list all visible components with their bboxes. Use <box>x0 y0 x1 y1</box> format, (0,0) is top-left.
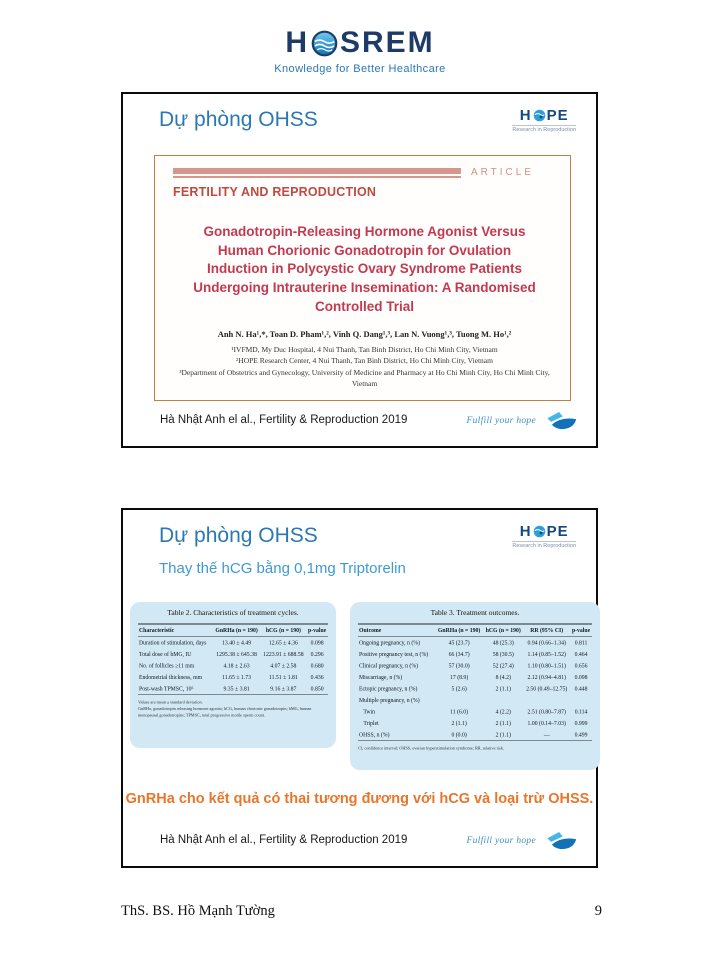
table-cell: 2 (1.1) <box>495 685 511 692</box>
table-cell: 2 (1.1) <box>483 729 523 741</box>
fulfill-tagline: Fulfill your hope <box>466 416 536 426</box>
table-cell: 0.656 <box>574 662 588 669</box>
hope-letters-pre: H <box>519 523 532 540</box>
fulfill-tagline: Fulfill your hope <box>466 836 536 846</box>
article-accent-bar <box>173 168 461 178</box>
table-cell: 0 (0.0) <box>435 729 483 741</box>
table-cell: Positive pregnancy test, n (%) <box>359 651 429 658</box>
table-cell: OHSS, n (%) <box>358 729 435 741</box>
table-row <box>358 637 592 649</box>
hope-tagline: Research in Reproduction <box>512 127 576 133</box>
table-row <box>358 729 592 741</box>
table-cell: — <box>523 729 570 741</box>
table-row <box>358 660 592 672</box>
affiliation-3: ³Department of Obstetrics and Gynecology, University of Medicine and Pharmacy at Ho Chi Minh City, Ho Chi Minh City, Vietnam <box>179 367 550 388</box>
slide1-title: Dự phòng OHSS <box>159 108 318 131</box>
column-header: p-value <box>570 624 592 637</box>
hope-logo <box>512 523 576 549</box>
hope-globe-icon <box>533 109 546 122</box>
hope-letters-post: PE <box>546 107 569 124</box>
hope-letters-pre: H <box>519 107 532 124</box>
affiliation-2: ²HOPE Research Center, 4 Nui Thanh, Tan Binh District, Ho Chi Minh City, Vietnam <box>236 356 493 366</box>
table-cell: 0.94 (0.66–1.34) <box>527 639 566 646</box>
fulfill-leaf-icon <box>542 830 578 852</box>
table-cell: 0.296 <box>310 651 324 658</box>
affiliation-1: ¹IVFMD, My Duc Hospital, 4 Nui Thanh, Tan Binh District, Ho Chi Minh City, Vietnam <box>231 345 498 355</box>
hosrem-letters-pre: H <box>285 26 309 59</box>
slide2-citation: Hà Nhật Anh el al., Fertility & Reproduction 2019 <box>160 834 408 846</box>
table3-caption: Table 3. Treatment outcomes. <box>430 609 520 617</box>
table-cell: 2 (1.1) <box>495 720 511 727</box>
table2-header-row <box>138 624 328 637</box>
table-cell: 2.51 (0.80–7.87) <box>527 708 566 715</box>
conclusion-text: GnRHa cho kết quả có thai tương đương với hCG và loại trừ OHSS. <box>125 791 594 807</box>
table-row <box>358 672 592 684</box>
table-cell: 1295.38 ± 645.38 <box>216 651 257 658</box>
table-cell: 0.098 <box>574 674 588 681</box>
table3-header-row <box>358 624 592 637</box>
hosrem-tagline: Knowledge for Better Healthcare <box>274 63 446 75</box>
column-header: GnRHa (n = 190) <box>213 624 261 637</box>
table-cell: Multiple pregnancy, n (%) <box>359 697 420 704</box>
paper-affiliations <box>177 344 552 389</box>
table-cell: 58 (30.5) <box>492 651 514 658</box>
table-row <box>358 718 592 730</box>
article-label: ARTICLE <box>470 167 534 178</box>
hope-letters-post: PE <box>546 523 569 540</box>
slide-1 <box>121 92 598 448</box>
table2-characteristics <box>138 624 328 696</box>
table-cell: 11.65 ± 1.73 <box>222 674 251 681</box>
table-cell: 9.35 ± 3.81 <box>213 683 261 695</box>
table-cell: 13.40 ± 4.49 <box>222 639 252 646</box>
table-cell: 5 (2.6) <box>451 685 467 692</box>
table-cell: 57 (30.0) <box>448 662 470 669</box>
footer-page-number: 9 <box>594 903 602 919</box>
hosrem-wordmark <box>0 26 720 60</box>
journal-name: FERTILITY AND REPRODUCTION <box>173 185 377 199</box>
table-row <box>358 706 592 718</box>
table-cell: 0.114 <box>574 708 588 715</box>
table-cell: 11 (6.0) <box>450 708 469 715</box>
table-cell: 52 (27.4) <box>492 662 514 669</box>
column-header: Characteristic <box>138 624 213 637</box>
slide-2 <box>121 508 598 868</box>
column-header: Outcome <box>358 624 435 637</box>
table-cell: 1.10 (0.80–1.51) <box>527 662 566 669</box>
table2-caption: Table 2. Characteristics of treatment cycles. <box>167 609 299 617</box>
table2-footnotes: Values are mean ± standard deviation. GnRHa, gonadotropin releasing hormone agonist; hCG, human chorionic gonadotropin; hMG, human menopausal gonadotropins; TPMSC, total progressive motile sperm count. <box>138 699 312 718</box>
paper-authors: Anh N. Ha¹,*, Toan D. Pham¹,², Vinh Q. Dang¹,³, Lan N. Vuong¹,³, Tuong M. Ho¹,² <box>217 329 512 340</box>
table-cell: 66 (34.7) <box>448 651 470 658</box>
paper-title: Gonadotropin-Releasing Hormone Agonist Versus Human Chorionic Gonadotropin for Ovulation Induction in Polycystic Ovary Syndrome Patients Undergoing Intrauterine Insemination: A Randomised Controlled Trial <box>193 224 536 314</box>
table-cell: 2.12 (0.94–4.81) <box>527 674 566 681</box>
table-row <box>358 683 592 695</box>
table-cell: 9.16 ± 3.87 <box>260 683 306 695</box>
table-cell: 1.00 (0.14–7.03) <box>527 720 566 727</box>
table-cell <box>435 695 483 707</box>
table-cell: Total dose of hMG, IU <box>139 651 192 658</box>
table-cell: 0.464 <box>574 651 588 658</box>
table3-footnotes: CI, confidence interval; OHSS, ovarian hyperstimulation syndrome; RR, relative risk. <box>358 745 505 751</box>
table-cell: Triplet <box>359 720 379 727</box>
hosrem-logo <box>0 26 720 75</box>
fulfill-your-hope-logo <box>467 410 578 432</box>
table-cell: Clinical pregnancy, n (%) <box>359 662 419 669</box>
table-cell: 17 (8.9) <box>450 674 469 681</box>
table-cell: 0.811 <box>574 639 588 646</box>
table-cell: 1223.91 ± 688.58 <box>263 651 304 658</box>
table-cell: Twin <box>359 708 376 715</box>
table-cell: 2 (1.1) <box>451 720 467 727</box>
table-cell: 0.499 <box>570 729 592 741</box>
fulfill-leaf-icon <box>542 410 578 432</box>
table-cell: 45 (23.7) <box>448 639 470 646</box>
table-cell: 4.07 ± 2.58 <box>270 662 297 669</box>
table3-panel <box>350 602 600 770</box>
table-cell <box>483 695 523 707</box>
table-cell: 4 (2.2) <box>495 708 511 715</box>
table-cell: Post-wash TPMSC, 10⁶ <box>138 683 213 695</box>
slide2-subtitle: Thay thế hCG bằng 0,1mg Triptorelin <box>159 560 406 577</box>
column-header: RR (95% CI) <box>523 624 570 637</box>
footer-author: ThS. BS. Hồ Mạnh Tường <box>121 903 275 919</box>
table-cell: No. of follicles ≥11 mm <box>139 662 195 669</box>
table-cell: 0.850 <box>306 683 328 695</box>
hope-logo <box>512 107 576 133</box>
table-cell: 0.098 <box>310 639 324 646</box>
table3-outcomes <box>358 624 592 742</box>
table-row <box>138 649 328 661</box>
table-row <box>138 683 328 695</box>
table-cell: 48 (25.3) <box>492 639 514 646</box>
table-cell: 4.18 ± 2.63 <box>223 662 250 669</box>
table-row <box>138 637 328 649</box>
table2-panel <box>130 602 336 748</box>
hope-globe-icon <box>533 525 546 538</box>
table-cell <box>523 695 570 707</box>
fulfill-your-hope-logo <box>467 830 578 852</box>
table-row <box>138 660 328 672</box>
hosrem-letters-post: SREM <box>339 26 435 59</box>
table-cell: Endometrial thickness, mm <box>139 674 203 681</box>
table-cell: Miscarriage, n (%) <box>359 674 403 681</box>
table-cell: 12.65 ± 4.36 <box>268 639 298 646</box>
table-cell: 0.448 <box>574 685 588 692</box>
table-row <box>358 695 592 707</box>
hosrem-globe-icon <box>311 30 338 57</box>
table-cell <box>570 695 592 707</box>
slide2-title: Dự phòng OHSS <box>159 524 318 547</box>
table-cell: 11.51 ± 1.81 <box>268 674 298 681</box>
hope-tagline: Research in Reproduction <box>512 543 576 549</box>
journal-article-figure <box>154 155 571 401</box>
slide1-citation: Hà Nhật Anh el al., Fertility & Reproduction 2019 <box>160 414 408 426</box>
table-cell: 2.50 (0.49–12.75) <box>526 685 568 692</box>
table-cell: 0.680 <box>310 662 324 669</box>
table-row <box>358 649 592 661</box>
table-cell: Ectopic pregnancy, n (%) <box>359 685 418 692</box>
table-cell: 1.14 (0.85–1.52) <box>527 651 566 658</box>
table-cell: 0.999 <box>574 720 588 727</box>
column-header: hCG (n = 190) <box>260 624 306 637</box>
table-cell: 0.436 <box>310 674 324 681</box>
table-cell: Ongoing pregnancy, n (%) <box>359 639 420 646</box>
column-header: hCG (n = 190) <box>483 624 523 637</box>
table-cell: 8 (4.2) <box>495 674 511 681</box>
column-header: p-value <box>306 624 328 637</box>
column-header: GnRHa (n = 190) <box>435 624 483 637</box>
table-cell: Duration of stimulation, days <box>139 639 207 646</box>
table-row <box>138 672 328 684</box>
